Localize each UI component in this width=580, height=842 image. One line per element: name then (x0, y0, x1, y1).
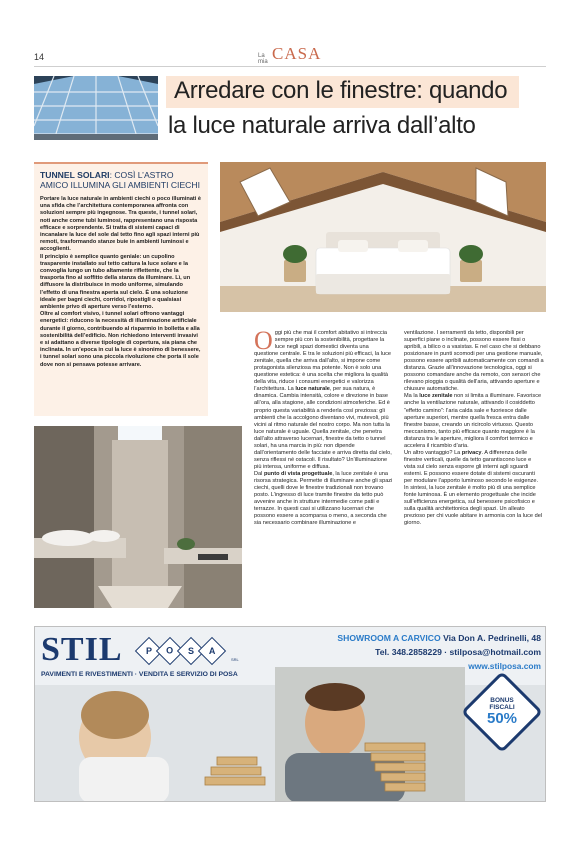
posa-suffix: SRL (231, 657, 239, 662)
posa-diamond (198, 637, 226, 665)
sidebar-kicker-bold: TUNNEL SOLARI (40, 170, 110, 180)
page-number: 14 (34, 52, 45, 62)
text-run: Ma la (404, 393, 420, 400)
bathroom-photo (34, 426, 242, 608)
bonus-line: BONUS (490, 697, 514, 704)
sidebar-paragraph: Oltre al comfort visivo, i tunnel solari offrono vantaggi energetici: riducono la necessità di illuminazione artificiale durante il giorno, contribuendo al risparmio in bolletta e alla sostenibilità dell’edificio. Non richiedono interventi invasivi e si adattano a diverse tipologie di copertura, sia piana che inclinata. In un’epoca in cui la luce è sinonimo di benessere, i tunnel solari sono una piccola rivoluzione che porta il sole dove non si pensava potesse arrivare. (40, 311, 201, 368)
masthead-big: CASA (272, 44, 322, 63)
sidebar-kicker-light: : COSÌ L’ASTRO AMICO ILLUMINA GLI AMBIENTI CIECHI (40, 170, 200, 190)
bonus-percent: 50% (486, 710, 518, 727)
brand-stil-logo: STIL (41, 631, 123, 668)
posa-letter: S (187, 645, 195, 656)
sidebar-body (40, 196, 202, 369)
ad-website-link[interactable]: www.stilposa.com (468, 661, 541, 671)
article-column-2 (404, 330, 544, 527)
posa-letter: O (166, 645, 174, 656)
bold-run: luce zenitale (419, 393, 453, 400)
title-line-2: la luce naturale arriva dall’alto (168, 112, 476, 139)
bold-run: privacy (461, 449, 482, 456)
sidebar-box (34, 162, 208, 416)
bedroom-photo (220, 162, 546, 312)
article-paragraph (254, 471, 394, 527)
text-run: Un altro vantaggio? La (404, 449, 462, 456)
header-rule (34, 66, 546, 67)
article-paragraph: In sintesi, la luce zenitale è molto più di una semplice fonte luminosa. È un elemento progettuale che incide sull’efficienza energetica, sul benessere psicofisico e sulla qualità architettonica degli spazi. Un alleato prezioso per chi vuole abitare in armonia con la luce del giorno. (404, 485, 543, 527)
bold-run: luce naturale (295, 386, 330, 393)
text-run: , per sua natura, è dinamica. Cambia intensità, colore e direzione in base all’ora, alla stagione, alle condizioni atmosferiche. Ed è proprio questa variabilità a renderla così preziosa: gli ambienti che la accolgono diventano vivi, mutevoli, più vicini al ritmo naturale del nostro corpo. Ma non tutta la luce naturale è uguale. Quella zenitale, che penetra dall’alto attraverso lucernari, finestre da tetto o tunnel solari, ha una marcia in più: non dipende dall’orientamento delle facciate e arriva diretta dal cielo, senza riflessi né ostacoli. Il risultato? Un’illuminazione più intensa, uniforme e diffusa. (254, 386, 392, 470)
sidebar-paragraph: Portare la luce naturale in ambienti ciechi o poco illuminati è una sfida che l’architettura contemporanea affronta con soluzioni sempre più ingegnose. Tra queste, i tunnel solari, noti anche come tubi luminosi, rappresentano una risposta efficace e sorprendente. Si tratta di sistemi capaci di incanalare la luce del sole dal tetto fino agli spazi interni più remoti, trasformando stanze buie in ambienti luminosi e accoglienti. (40, 196, 202, 253)
showroom-label: SHOWROOM A CARVICO (337, 633, 441, 643)
article-paragraph (404, 450, 544, 485)
bonus-badge-text (487, 697, 517, 727)
text-run: ggi più che mai il comfort abitativo si intreccia sempre più con la sostenibilità, progettare la luce negli spazi domestici diventa una questione centrale. E tra le soluzioni più efficaci, la luce zenitale, quella che arriva dall’alto, si impone come protagonista silenziosa ma potente. Non è solo una questione estetica: è una scelta che migliora la qualità della vita, riduce i consumi energetici e valorizza l’architettura. La (254, 330, 392, 393)
article-title (166, 76, 546, 140)
skylight-photo (34, 76, 158, 140)
posa-letter: P (145, 645, 153, 656)
ad-tagline: PAVIMENTI E RIVESTIMENTI · VENDITA E SERVIZIO DI POSA (41, 671, 238, 678)
article-paragraph (254, 326, 394, 471)
bonus-line: FISCALI (489, 704, 515, 711)
ad-contact[interactable]: Tel. 348.2858229 · stilposa@hotmail.com (375, 647, 541, 657)
sidebar-kicker (40, 170, 202, 190)
article-paragraph (404, 393, 544, 449)
text-run: . A differenza delle finestre verticali, quelle da tetto garantiscono luce e vista sul cielo senza esporre gli interni agli sguardi esterni. E possono essere dotate di sistemi oscuranti per modulare l’apporto luminoso secondo le esigenze. (404, 449, 539, 484)
text-run: Dal (254, 470, 264, 477)
showroom-address: Via Don A. Pedrinelli, 48 (440, 633, 541, 643)
advertisement-banner[interactable] (34, 626, 546, 802)
ad-showroom (337, 633, 541, 643)
bold-run: punto di vista progettuale (263, 470, 333, 477)
article-paragraph: ventilazione. I serramenti da tetto, disponibili per superfici piane o inclinate, possono essere fissi o apribili, a bilico o a vasistas. E nel caso che si debbano posizionare in punti scomodi per una gestione manuale, possono essere apribili automaticamente con comandi a distanza. Grazie all’innovazione tecnologica, oggi si possono comandare anche da remoto, con sensori che rilevano pioggia o qualità dell’aria, attivando aperture e chiusure automatiche. (404, 330, 544, 393)
masthead-small: La mia (258, 53, 268, 65)
posa-letter: A (208, 646, 216, 656)
title-line-1: Arredare con le finestre: quando (166, 76, 519, 108)
drop-cap: O (254, 326, 273, 355)
text-run: non si limita a illuminare. Favorisce anche la ventilazione naturale, attivando il cosiddetto “effetto camino”: l’aria calda sale e fuoriesce dalle aperture superiori, mentre quella fresca entra dalle finestre basse, creando un ricircolo virtuoso. Questo meccanismo, tanto più efficace quanto maggiore è la distanza tra le aperture, migliora il comfort termico e accelera il ricambio d’aria. (404, 393, 542, 449)
text-run: , la luce zenitale è una risorsa strategica. Permette di illuminare anche gli spazi ciechi, quelli dove le finestre tradizionali non trovano posto. L’ingresso di luce tramite finestre da tetto può avvenire anche in strutture intermedie come patii e terrazze. In questi casi si utilizzano lucernari che possono essere a scomparsa o meno, a seconda che sia necessario combinare illuminazione e (254, 470, 393, 527)
article-column-1 (254, 326, 394, 527)
sidebar-paragraph: Il principio è semplice quanto geniale: un cupolino trasparente installato sul tetto cattura la luce solare e la convoglia lungo un tubo altamente riflettente, che la trasporta fino al soffitto della stanza da illuminare. Lì, un diffusore la distribuisce in modo uniforme, simulando l’effetto di una finestra aperta sul cielo. È una soluzione ideale per bagni ciechi, corridoi, ripostigli o qualsiasi ambiente privo di aperture verso l’esterno. (40, 253, 191, 311)
brand-posa-logo (139, 641, 222, 661)
